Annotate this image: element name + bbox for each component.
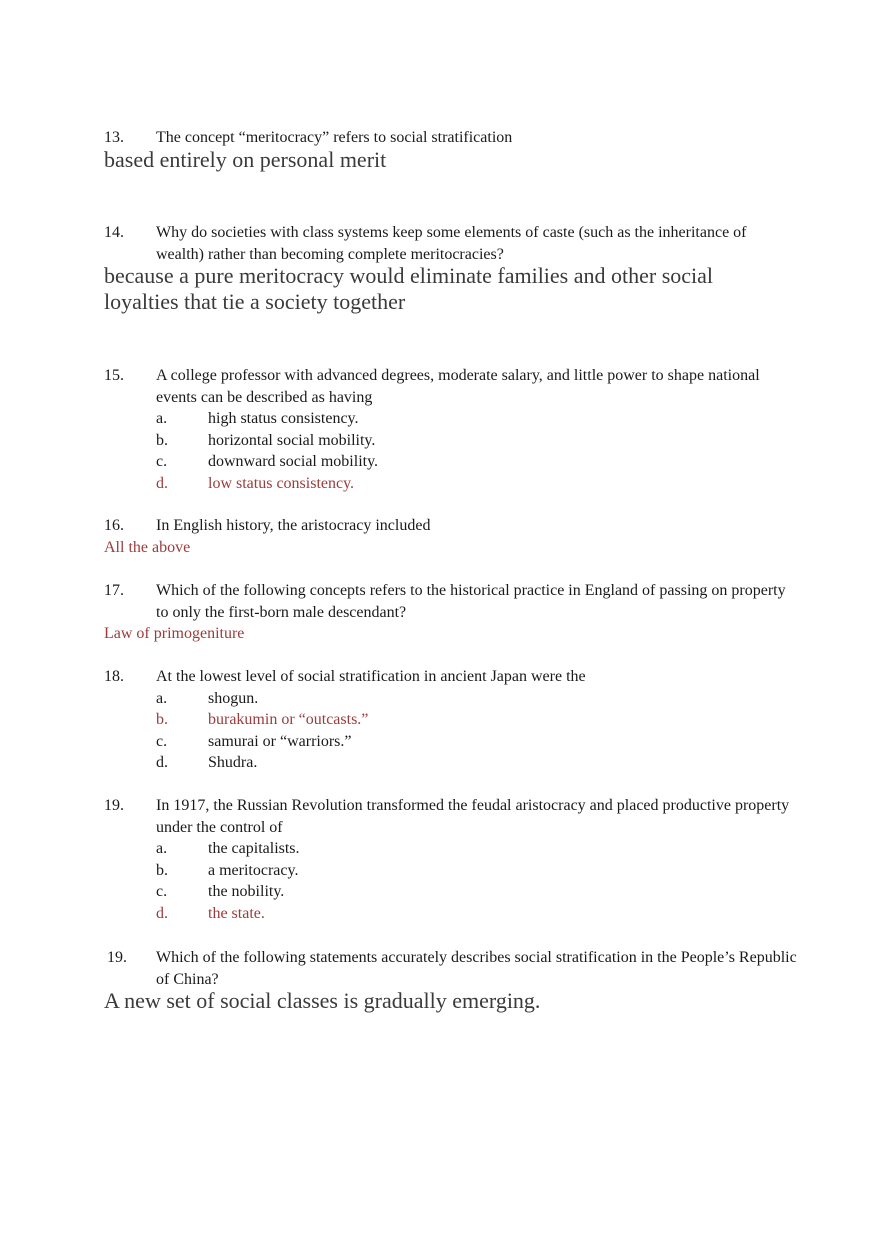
answer-13: based entirely on personal merit [104,147,387,172]
option-text: the nobility. [208,883,285,900]
answer-14-line-1: because a pure meritocracy would eliminate families and other social [104,263,714,288]
question-number: 19. [104,797,124,814]
option-c [156,881,794,903]
option-b [156,430,794,452]
option-a [156,688,794,710]
option-text: samurai or “warriors.” [208,732,352,750]
option-text: shogun. [208,689,259,707]
option-d-correct [156,903,794,925]
question-text: At the lowest level of social stratification in ancient Japan were the [156,668,586,685]
option-text: high status consistency. [208,410,359,427]
question-16 [104,515,794,537]
answer-14-line-2: loyalties that tie a society together [104,289,406,314]
question-number: 17. [104,582,124,599]
answer-19b: A new set of social classes is gradually emerging. [104,988,541,1013]
question-text: In 1917, the Russian Revolution transformed the feudal aristocracy and placed productive property under the control of [156,797,790,836]
option-letter: d. [156,474,168,492]
option-letter: c. [156,732,168,750]
option-letter: b. [156,431,168,449]
option-a [156,838,794,860]
option-letter: c. [156,453,168,470]
option-b [156,860,794,882]
question-text: The concept “meritocracy” refers to social stratification [156,129,513,146]
option-text: horizontal social mobility. [208,431,376,449]
question-number: 18. [104,668,124,685]
question-14 [104,222,794,265]
question-18 [104,666,794,774]
question-15 [104,365,794,494]
question-number: 14. [104,224,124,241]
question-13 [104,127,794,149]
question-text: A college professor with advanced degrees, moderate salary, and little power to shape national events can be described as having [156,367,760,406]
question-19a [104,795,794,924]
question-19b [107,947,797,990]
option-c [156,731,794,753]
question-number: 15. [104,367,124,384]
option-letter: d. [156,904,168,922]
option-d [156,752,794,774]
option-letter: a. [156,840,168,857]
options-list [156,688,794,774]
option-a [156,408,794,430]
option-text: Shudra. [208,754,258,771]
answer-16: All the above [104,539,191,556]
option-text: low status consistency. [208,474,355,492]
option-text: the state. [208,904,265,922]
option-letter: d. [156,754,168,771]
question-number: 16. [104,517,124,534]
question-number: 13. [104,129,124,146]
option-b-correct [156,709,794,731]
option-c [156,451,794,473]
option-letter: b. [156,711,168,728]
option-text: downward social mobility. [208,453,379,470]
option-text: the capitalists. [208,840,300,857]
option-letter: a. [156,689,168,707]
question-text: Which of the following concepts refers to the historical practice in England of passing on property to only the first-born male descendant? [156,582,786,621]
option-letter: b. [156,861,168,879]
answer-17: Law of primogeniture [104,625,245,642]
option-letter: a. [156,410,168,427]
options-list [156,838,794,924]
option-text: burakumin or “outcasts.” [208,711,369,728]
question-text: Which of the following statements accurately describes social stratification in the People’s Republic of China? [156,949,797,988]
option-letter: c. [156,883,168,900]
option-text: a meritocracy. [208,861,299,879]
question-number: 19. [107,949,127,966]
question-text: Why do societies with class systems keep some elements of caste (such as the inheritance of wealth) rather than becoming complete meritocracies? [156,224,747,263]
question-17 [104,580,794,623]
question-text: In English history, the aristocracy included [156,517,431,534]
option-d-correct [156,473,794,495]
options-list [156,408,794,494]
